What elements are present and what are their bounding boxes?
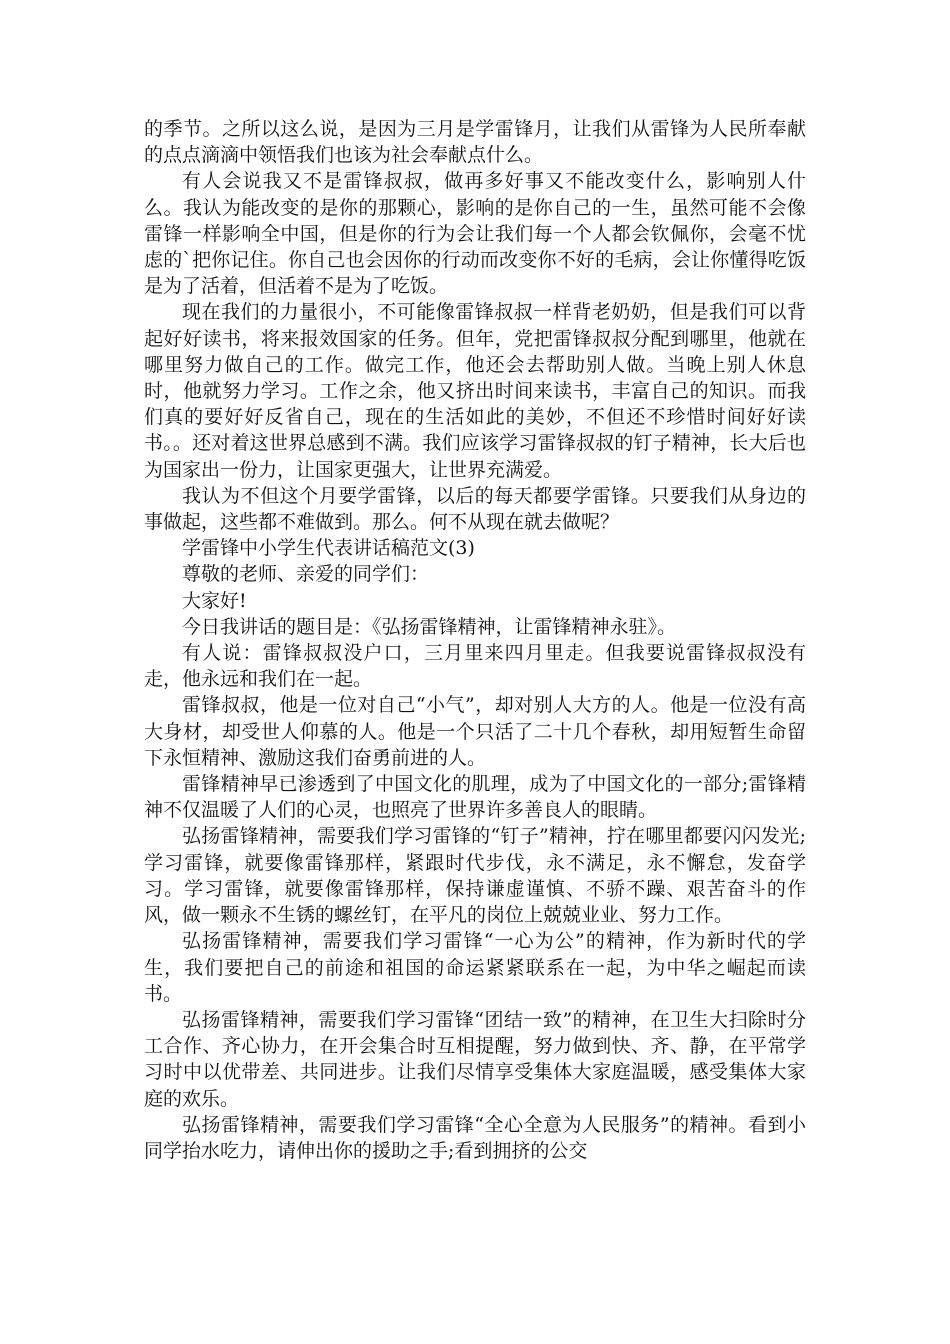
greeting: 大家好! (182, 589, 247, 612)
paragraph: 的季节。之所以这么说，是因为三月是学雷锋月，让我们从雷锋为人民所奉献的点点滴滴中领悟我们也该为社会奉献点什么。 (144, 118, 806, 167)
paragraph: 弘扬雷锋精神，需要我们学习雷锋“团结一致”的精神，在卫生大扫除时分工合作、齐心协力，在开会集合时互相提醒，努力做到快、齐、静，在平常学习时中以优带差、共同进步。让我们尽情享受集体大家庭温暖，感受集体大家庭的欢乐。 (144, 1008, 806, 1110)
section-heading: 学雷锋中小学生代表讲话稿范文(3) (182, 537, 475, 560)
paragraph: 今日我讲话的题目是：《弘扬雷锋精神，让雷锋精神永驻》。 (182, 615, 677, 638)
paragraph: 弘扬雷锋精神，需要我们学习雷锋“全心全意为人民服务”的精神。看到小同学抬水吃力，请伸出你的援助之手;看到拥挤的公交 (144, 1113, 806, 1162)
paragraph: 我认为不但这个月要学雷锋，以后的每天都要学雷锋。只要我们从身边的事做起，这些都不难做到。那么。何不从现在就去做呢？ (144, 484, 806, 534)
paragraph: 现在我们的力量很小，不可能像雷锋叔叔一样背老奶奶，但是我们可以背起好好读书，将来报效国家的任务。但年，党把雷锋叔叔分配到哪里，他就在哪里努力做自己的工作。做完工作，他还会去帮助别人做。当晚上别人休息时，他就努力学习。工作之余，他又挤出时间来读书，丰富自己的知识。而我们真的要好好反省自己，现在的生活如此的美妙，不但还不珍惜时间好好读书。。还对着这世界总感到不满。我们应该学习雷锋叔叔的钉子精神，长大后也为国家出一份力，让国家更强大，让世界充满爱。 (144, 301, 806, 481)
salutation: 尊敬的老师、亲爱的同学们： (182, 563, 430, 586)
paragraph: 弘扬雷锋精神，需要我们学习雷锋“一心为公”的精神，作为新时代的学生，我们要把自己的前途和祖国的命运紧紧联系在一起，为中华之崛起而读书。 (144, 930, 806, 1005)
paragraph: 有人说：雷锋叔叔没户口，三月里来四月里走。但我要说雷锋叔叔没有走，他永远和我们在一起。 (144, 642, 806, 691)
paragraph: 雷锋叔叔，他是一位对自己“小气”，却对别人大方的人。他是一位没有高大身材，却受世人仰慕的人。他是一个只活了二十几个春秋，却用短暂生命留下永恒精神、激励这我们奋勇前进的人。 (144, 694, 806, 769)
paragraph: 弘扬雷锋精神，需要我们学习雷锋的“钉子”精神，拧在哪里都要闪闪发光;学习雷锋，就要像雷锋那样，紧跟时代步伐，永不满足，永不懈怠，发奋学习。学习雷锋，就要像雷锋那样，保持谦虚谨慎、不骄不躁、艰苦奋斗的作风，做一颗永不生锈的螺丝钉，在平凡的岗位上兢兢业业、努力工作。 (144, 825, 806, 927)
paragraph: 有人会说我又不是雷锋叔叔，做再多好事又不能改变什么，影响别人什么。我认为能改变的是你的那颗心，影响的是你自己的一生，虽然可能不会像雷锋一样影响全中国，但是你的行为会让我们每一个人都会钦佩你，会毫不忧虑的`把你记住。你自己也会因你的行动而改变你不好的毛病，会让你懂得吃饭是为了活着，但活着不是为了吃饭。 (144, 170, 806, 298)
document-body (144, 116, 806, 1164)
paragraph: 雷锋精神早已渗透到了中国文化的肌理，成为了中国文化的一部分;雷锋精神不仅温暖了人们的心灵，也照亮了世界许多善良人的眼睛。 (144, 773, 806, 822)
